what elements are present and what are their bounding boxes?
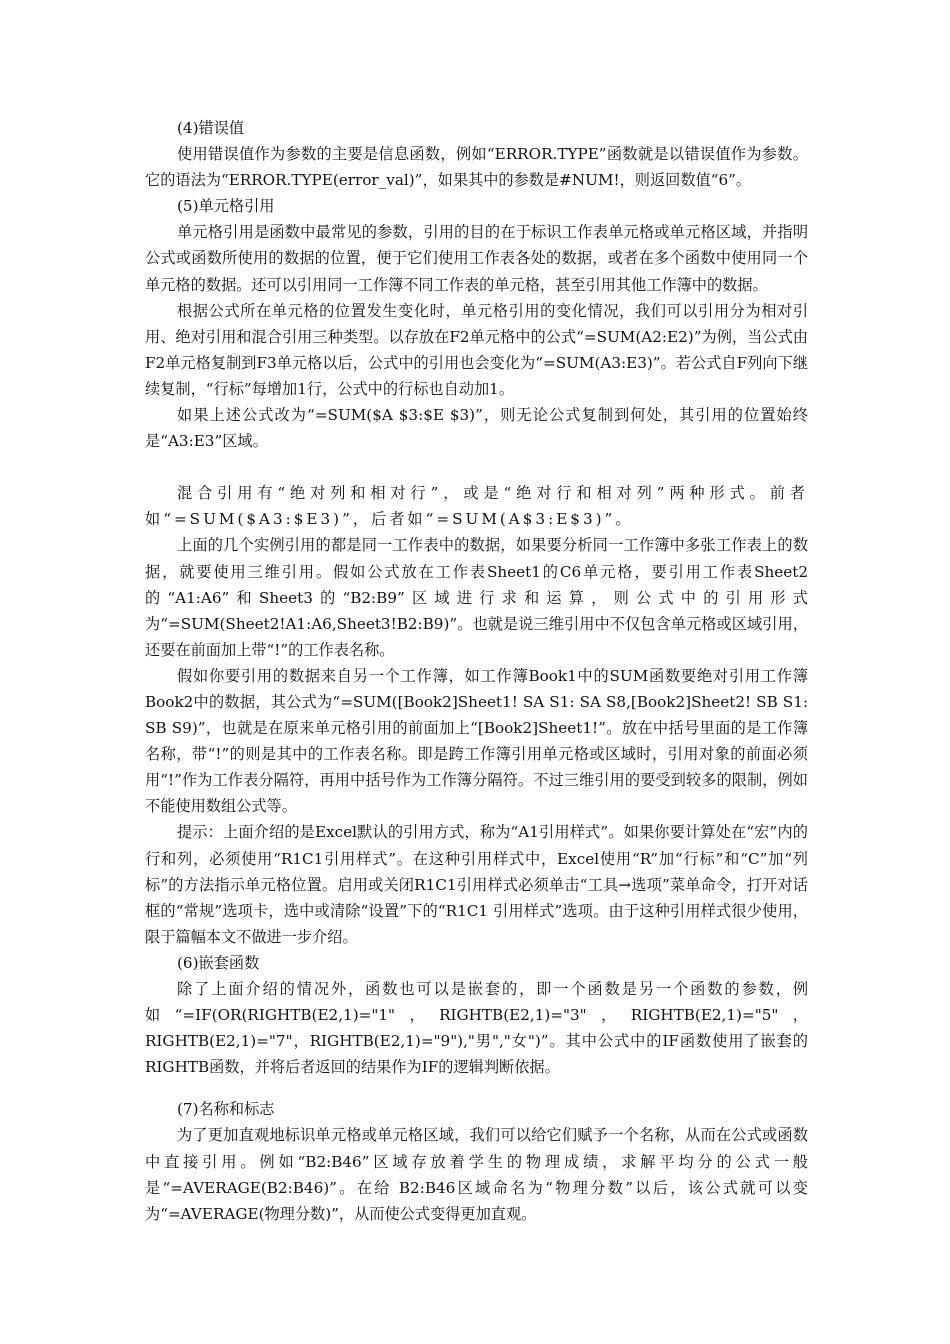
section-5-paragraph-2: 根据公式所在单元格的位置发生变化时，单元格引用的变化情况，我们可以引用分为相对引用、绝对引用和混合引用三种类型。以存放在F2单元格中的公式“=SUM(A2:E2)”为例，当公式由F2单元格复制到F3单元格以后，公式中的引用也会变化为“=SUM(A3:E3)”。若公式自F列向下继续复制，“行标”每增加1行，公式中的行标也自动加1。 bbox=[145, 301, 808, 398]
section-6-paragraph-1: 除了上面介绍的情况外，函数也可以是嵌套的，即一个函数是另一个函数的参数，例如“=IF(OR(RIGHTB(E2,1)="1"，RIGHTB(E2,1)="3"，RIGHTB(E2,1)="5"，RIGHTB(E2,1)="7"，RIGHTB(E2,1)="9"),"男","女")”。其中公式中的IF函数使用了嵌套的RIGHTB函数，并将后者返回的结果作为IF的逻辑判断依据。 bbox=[145, 980, 808, 1077]
section-4-paragraph-1: 使用错误值作为参数的主要是信息函数，例如“ERROR.TYPE”函数就是以错误值作为参数。它的语法为“ERROR.TYPE(error_val)”，如果其中的参数是#NUM!，则返回数值“6”。 bbox=[145, 145, 808, 190]
document-page bbox=[145, 115, 808, 1227]
section-7-heading: (7)名称和标志 bbox=[177, 1100, 275, 1119]
section-7-paragraph-1: 为了更加直观地标识单元格或单元格区域，我们可以给它们赋予一个名称，从而在公式或函数中直接引用。例如“B2:B46”区域存放着学生的物理成绩，求解平均分的公式一般是“=AVERAGE(B2:B46)”。在给 B2:B46区域命名为“物理分数”以后，该公式就可以变为“=AVERAGE(物理分数)”，从而使公式变得更加直观。 bbox=[145, 1126, 808, 1223]
section-5-paragraph-4: 混合引用有“绝对列和相对行”，或是“绝对行和相对列”两种形式。前者如“=SUM($A3:$E3)”，后者如“=SUM(A$3:E$3)”。 bbox=[145, 484, 808, 529]
blank-line bbox=[145, 1080, 808, 1096]
section-5-paragraph-5: 上面的几个实例引用的都是同一工作表中的数据，如果要分析同一工作簿中多张工作表上的数据，就要使用三维引用。假如公式放在工作表Sheet1的C6单元格，要引用工作表Sheet2的“A1:A6”和Sheet3的“B2:B9”区域进行求和运算，则公式中的引用形式为“=SUM(Sheet2!A1:A6,Sheet3!B2:B9)”。也就是说三维引用中不仅包含单元格或区域引用，还要在前面加上带“!”的工作表名称。 bbox=[145, 536, 808, 659]
section-6-heading: (6)嵌套函数 bbox=[177, 953, 260, 972]
blank-line bbox=[145, 454, 808, 480]
section-5-paragraph-6: 假如你要引用的数据来自另一个工作簿，如工作簿Book1中的SUM函数要绝对引用工作簿Book2中的数据，其公式为“=SUM([Book2]Sheet1! SA S1: SA S8,[Book2]Sheet2! SB S1: SB S9)”，也就是在原来单元格引用的前面加上“[Book2]Sheet1!”。放在中括号里面的是工作簿名称，带“!”的则是其中的工作表名称。即是跨工作簿引用单元格或区域时，引用对象的前面必须用“!”作为工作表分隔符，再用中括号作为工作簿分隔符。不过三维引用的要受到较多的限制，例如不能使用数组公式等。 bbox=[145, 666, 808, 816]
section-5-paragraph-3: 如果上述公式改为“=SUM($A $3:$E $3)”，则无论公式复制到何处，其引用的位置始终是“A3:E3”区域。 bbox=[145, 406, 808, 451]
section-4-heading: (4)错误值 bbox=[177, 119, 245, 137]
section-5-paragraph-7: 提示：上面介绍的是Excel默认的引用方式，称为“A1引用样式”。如果你要计算处在“宏”内的行和列，必须使用“R1C1引用样式”。在这种引用样式中，Excel使用“R”加“行标”和“C”加“列标”的方法指示单元格位置。启用或关闭R1C1引用样式必须单击“工具→选项”菜单命令，打开对话框的“常规”选项卡，选中或清除“设置”下的“R1C1 引用样式”选项。由于这种引用样式很少使用，限于篇幅本文不做进一步介绍。 bbox=[145, 823, 808, 946]
section-5-heading: (5)单元格引用 bbox=[177, 197, 275, 216]
section-5-paragraph-1: 单元格引用是函数中最常见的参数，引用的目的在于标识工作表单元格或单元格区域，并指明公式或函数所使用的数据的位置，便于它们使用工作表各处的数据，或者在多个函数中使用同一个单元格的数据。还可以引用同一工作簿不同工作表的单元格，甚至引用其他工作簿中的数据。 bbox=[145, 223, 808, 294]
